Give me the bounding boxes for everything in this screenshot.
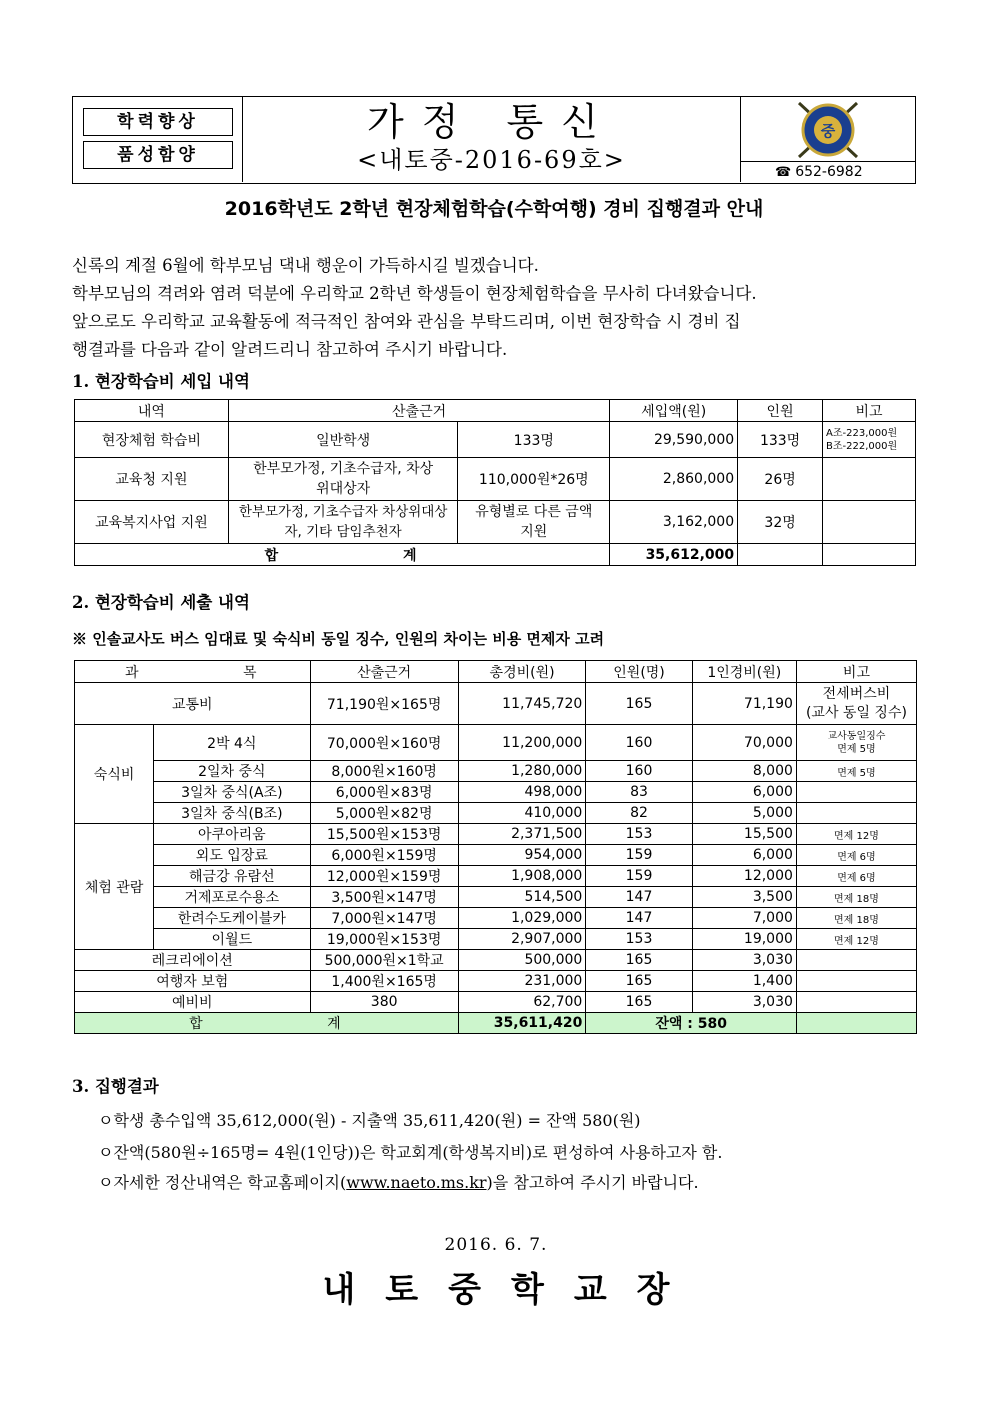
emblem-text: 중 [820, 122, 836, 140]
row-total: 1,908,000 [458, 866, 586, 887]
table-row [75, 501, 916, 544]
table-row [75, 803, 917, 824]
row-basis: 70,000원×160명 [310, 725, 458, 761]
result-line-3 [98, 1170, 699, 1193]
row-per-person: 6,000 [692, 782, 796, 803]
row-per-person: 3,030 [692, 992, 796, 1013]
row-basis: 19,000원×153명 [310, 929, 458, 950]
row-note: 면제 12명 [796, 929, 916, 950]
col-header-note: 비고 [823, 400, 916, 422]
section-2-heading: 2. 현장학습비 세출 내역 [72, 593, 250, 612]
row-note [796, 950, 916, 971]
col-header-people: 인원 [738, 400, 823, 422]
col-header-basis: 산출근거 [310, 661, 458, 683]
table-row [75, 683, 917, 725]
row-people: 159 [586, 845, 692, 866]
col-header-total: 총경비(원) [458, 661, 586, 683]
row-per-person: 15,500 [692, 824, 796, 845]
row-total: 1,280,000 [458, 761, 586, 782]
row-people: 165 [586, 971, 692, 992]
row-people: 26명 [738, 458, 823, 501]
table-row [75, 761, 917, 782]
row-note: 면제 6명 [796, 866, 916, 887]
row-basis: 6,000원×83명 [310, 782, 458, 803]
result-line-1: ㅇ학생 총수입액 35,612,000(원) - 지출액 35,611,420(원) = 잔액 580(원) [98, 1111, 641, 1130]
principal-signature: 내토중학교장 [322, 1270, 700, 1310]
table-row [75, 422, 916, 458]
row-total: 2,371,500 [458, 824, 586, 845]
section-1-heading: 1. 현장학습비 세입 내역 [72, 372, 250, 391]
row-total: 2,907,000 [458, 929, 586, 950]
col-header-basis: 산출근거 [228, 400, 609, 422]
row-basis-detail: 133명 [458, 422, 610, 458]
row-total: 231,000 [458, 971, 586, 992]
table-row [75, 845, 917, 866]
row-people: 159 [586, 866, 692, 887]
group-tours: 체험 관람 [75, 824, 154, 950]
row-item: 3일차 중식(B조) [154, 803, 310, 824]
row-per-person: 71,190 [692, 683, 796, 725]
total-row [75, 544, 916, 566]
contact-panel [741, 97, 915, 182]
row-people: 165 [586, 950, 692, 971]
col-header-subject: 과 목 [75, 661, 311, 683]
row-note: 면제 5명 [796, 761, 916, 782]
row-people: 165 [586, 992, 692, 1013]
newsletter-title: 가정 통신 [367, 100, 616, 144]
row-item: 외도 입장료 [154, 845, 310, 866]
row-item: 예비비 [75, 992, 311, 1013]
row-basis: 71,190원×165명 [310, 683, 458, 725]
row-basis: 7,000원×147명 [310, 908, 458, 929]
row-item: 아쿠아리움 [154, 824, 310, 845]
intro-line-3: 앞으로도 우리학교 교육활동에 적극적인 참여와 관심을 부탁드리며, 이번 현장학습 시 경비 집 [72, 312, 741, 331]
row-note-line: B조-222,000원 [826, 440, 898, 452]
row-note-line: 교사동일징수 [827, 730, 886, 742]
balance-amount: 잔액 : 580 [586, 1013, 797, 1034]
slogan-panel [73, 97, 243, 182]
row-per-person: 1,400 [692, 971, 796, 992]
row-per-person: 5,000 [692, 803, 796, 824]
row-per-person: 7,000 [692, 908, 796, 929]
row-item: 거제포로수용소 [154, 887, 310, 908]
row-basis: 5,000원×82명 [310, 803, 458, 824]
row-people: 83 [586, 782, 692, 803]
row-note: 면제 6명 [796, 845, 916, 866]
row-note: 면제 18명 [796, 887, 916, 908]
total-amount: 35,612,000 [610, 544, 738, 566]
total-label: 합 계 [75, 544, 610, 566]
row-total: 11,200,000 [458, 725, 586, 761]
row-per-person: 12,000 [692, 866, 796, 887]
col-header-note: 비고 [796, 661, 916, 683]
row-total: 500,000 [458, 950, 586, 971]
slogan-2: 품성함양 [83, 141, 233, 169]
section-3-heading: 3. 집행결과 [72, 1077, 159, 1096]
row-people: 133명 [738, 422, 823, 458]
row-item: 2일차 중식 [154, 761, 310, 782]
row-note [796, 992, 916, 1013]
table-row [75, 971, 917, 992]
row-basis: 한부모가정, 기초수급자, 차상위대상자 [228, 458, 457, 501]
table-row [75, 929, 917, 950]
total-row [75, 1013, 917, 1034]
slogan-1: 학력향상 [83, 108, 233, 136]
row-basis: 3,500원×147명 [310, 887, 458, 908]
row-note [796, 683, 916, 725]
phone-number [741, 161, 915, 182]
row-note [823, 458, 916, 501]
row-people: 147 [586, 887, 692, 908]
row-item: 교통비 [75, 683, 311, 725]
revenue-table [74, 399, 916, 566]
row-total: 514,500 [458, 887, 586, 908]
row-amount: 3,162,000 [610, 501, 738, 544]
col-header-per-person: 1인경비(원) [692, 661, 796, 683]
row-per-person: 3,030 [692, 950, 796, 971]
result-line-2: ㅇ잔액(580원÷165명= 4원(1인당))은 학교회계(학생복지비)로 편성하여 사용하고자 함. [98, 1143, 723, 1162]
row-basis-detail: 110,000원*26명 [458, 458, 610, 501]
row-item: 3일차 중식(A조) [154, 782, 310, 803]
table-row [75, 887, 917, 908]
row-basis: 한부모가정, 기초수급자 차상위대상자, 기타 담임추천자 [228, 501, 457, 544]
total-label: 합 계 [75, 1013, 459, 1034]
row-note [796, 971, 916, 992]
row-item: 교육복지사업 지원 [75, 501, 229, 544]
row-amount: 2,860,000 [610, 458, 738, 501]
row-item: 여행자 보험 [75, 971, 311, 992]
group-lodging: 숙식비 [75, 725, 154, 824]
issue-date: 2016. 6. 7. [444, 1235, 548, 1255]
row-people: 160 [586, 725, 692, 761]
col-header-amount: 세입액(원) [610, 400, 738, 422]
row-people: 153 [586, 929, 692, 950]
document-title: 2016학년도 2학년 현장체험학습(수학여행) 경비 집행결과 안내 [224, 198, 764, 220]
total-amount: 35,611,420 [458, 1013, 586, 1034]
row-total: 954,000 [458, 845, 586, 866]
table-row [75, 950, 917, 971]
row-per-person: 8,000 [692, 761, 796, 782]
table-row [75, 782, 917, 803]
row-people: 32명 [738, 501, 823, 544]
col-header-item: 내역 [75, 400, 229, 422]
row-per-person: 3,500 [692, 887, 796, 908]
row-total: 11,745,720 [458, 683, 586, 725]
row-item: 현장체험 학습비 [75, 422, 229, 458]
row-item: 한려수도케이블카 [154, 908, 310, 929]
issue-number: <내토중-2016-69호> [357, 146, 626, 174]
total-note [796, 1013, 916, 1034]
row-item: 레크리에이션 [75, 950, 311, 971]
phone-icon: ☎ [775, 165, 792, 180]
letterhead [72, 96, 916, 184]
row-item: 2박 4식 [154, 725, 310, 761]
row-people: 153 [586, 824, 692, 845]
row-per-person: 6,000 [692, 845, 796, 866]
intro-line-1: 신록의 계절 6월에 학부모님 댁내 행운이 가득하시길 빌겠습니다. [72, 256, 539, 275]
row-basis: 6,000원×159명 [310, 845, 458, 866]
row-total: 498,000 [458, 782, 586, 803]
result-line-3-post: )을 참고하여 주시기 바랍니다. [486, 1173, 699, 1192]
row-note-line: 전세버스비 [822, 685, 891, 702]
section-2-note: ※ 인솔교사도 버스 임대료 및 숙식비 동일 징수, 인원의 차이는 비용 면제자 고려 [72, 630, 605, 648]
col-header-people: 인원(명) [586, 661, 692, 683]
row-total: 1,029,000 [458, 908, 586, 929]
expense-table [74, 660, 917, 1034]
table-row [75, 908, 917, 929]
row-note-line: A조-223,000원 [826, 427, 898, 439]
row-basis: 8,000원×160명 [310, 761, 458, 782]
row-note [823, 422, 916, 458]
result-line-3-pre: ㅇ자세한 정산내역은 학교홈페이지( [98, 1173, 347, 1192]
row-basis: 380 [310, 992, 458, 1013]
row-basis: 12,000원×159명 [310, 866, 458, 887]
phone-text: 652-6982 [795, 164, 863, 180]
row-basis-detail: 유형별로 다른 금액 지원 [458, 501, 610, 544]
row-note [796, 803, 916, 824]
row-note [823, 501, 916, 544]
table-row [75, 866, 917, 887]
school-homepage-link[interactable]: www.naeto.ms.kr [346, 1173, 487, 1192]
row-per-person: 70,000 [692, 725, 796, 761]
row-per-person: 19,000 [692, 929, 796, 950]
row-item: 이월드 [154, 929, 310, 950]
table-row [75, 992, 917, 1013]
total-people [738, 544, 823, 566]
row-people: 160 [586, 761, 692, 782]
row-note: 면제 12명 [796, 824, 916, 845]
table-row [75, 725, 917, 761]
row-basis: 일반학생 [228, 422, 457, 458]
row-people: 82 [586, 803, 692, 824]
row-basis: 500,000원×1학교 [310, 950, 458, 971]
row-item: 해금강 유람선 [154, 866, 310, 887]
table-row [75, 824, 917, 845]
letterhead-title-panel [243, 97, 741, 182]
row-note-line: 면제 5명 [837, 743, 876, 755]
row-note: 면제 18명 [796, 908, 916, 929]
total-note [823, 544, 916, 566]
row-note [796, 725, 916, 761]
row-people: 165 [586, 683, 692, 725]
row-note [796, 782, 916, 803]
school-emblem-icon [791, 99, 865, 161]
intro-line-4: 행결과를 다음과 같이 알려드리니 참고하여 주시기 바랍니다. [72, 340, 508, 359]
table-row [75, 458, 916, 501]
row-basis: 1,400원×165명 [310, 971, 458, 992]
row-people: 147 [586, 908, 692, 929]
row-total: 62,700 [458, 992, 586, 1013]
row-total: 410,000 [458, 803, 586, 824]
row-basis: 15,500원×153명 [310, 824, 458, 845]
intro-line-2: 학부모님의 격려와 염려 덕분에 우리학교 2학년 학생들이 현장체험학습을 무사히 다녀왔습니다. [72, 284, 757, 303]
row-item: 교육청 지원 [75, 458, 229, 501]
row-amount: 29,590,000 [610, 422, 738, 458]
row-note-line: (교사 동일 징수) [805, 704, 907, 721]
